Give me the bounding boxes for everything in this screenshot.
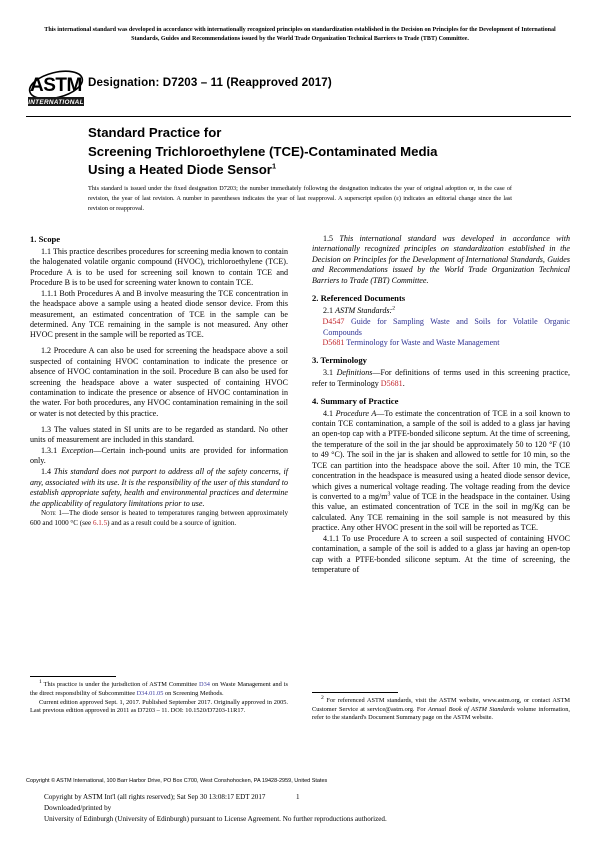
exception-label: Exception	[61, 446, 94, 456]
page-number: 1	[296, 793, 300, 801]
paragraph-1-4-text: This standard does not purport to address all of the safety concerns, if any, associated with its use. It is the responsibility of the user of this standard to establish appropriate safety, health and environmental practices and determine the applicability of regulatory limitations prior to use.	[30, 467, 288, 508]
footnote-current-edition: Current edition approved Sept. 1, 2017. Published September 2017. Originally approved in 2005. Last previous edition approved in 2011 as D7203 – 11. DOI: 10.1520/D7203-11R17.	[30, 698, 288, 715]
standard-id-d4547[interactable]: D4547	[322, 317, 345, 327]
wto-principles-note: This international standard was developed in accordance with internationally recognized principles on standardization established in the Decision on Principles for the Development of International Standards, Guides and Recommendations issued by the World Trade Organization Technical Barriers to Trade (TBT) Committee.	[44, 27, 556, 43]
footnote-1-text-c: on Screening Methods.	[163, 689, 224, 697]
right-column	[312, 234, 570, 576]
heading-referenced-documents: 2. Referenced Documents	[312, 293, 406, 304]
title-line-2: Screening Trichloroethylene (TCE)-Contaminated Media	[88, 143, 438, 159]
paragraph-1-3-1-number: 1.3.1	[41, 446, 62, 456]
footnote-divider-right	[312, 692, 398, 693]
footnote-divider-left	[30, 676, 116, 677]
list-item[interactable]	[312, 317, 570, 338]
paragraph-3-1-text-a: —For definitions of terms used in this screening practice, refer to Terminology	[312, 368, 570, 388]
paragraph-1-4	[30, 467, 288, 509]
paragraph-1-3-1-text: —Certain inch-pound units are provided for information only.	[30, 446, 289, 466]
license-line-2: Downloaded/printed by	[44, 803, 112, 812]
definitions-label: Definitions	[336, 368, 373, 378]
link-terminology-d5681[interactable]: D5681	[380, 378, 403, 388]
svg-text:ASTM: ASTM	[30, 75, 82, 96]
standard-title-d5681[interactable]: Terminology for Waste and Waste Management	[346, 337, 500, 347]
title-line-3	[88, 161, 508, 180]
paragraph-4-1-1: 4.1.1 To use Procedure A to screen a soil suspected of containing HVOC contamination, a sample of the soil is added to a glass jar having an open-top cap with a PTFE-bonded silicone septum. At the time of screening, the temperature of	[312, 534, 570, 575]
paragraph-1-3: 1.3 The values stated in SI units are to be regarded as standard. No other units of measurement are included in this standard.	[30, 424, 288, 445]
link-subcommittee-d34-01-05[interactable]: D34.01.05	[136, 689, 164, 697]
title-line-1: Standard Practice for	[88, 125, 222, 140]
annual-book-title: Annual Book of ASTM Standards	[427, 705, 515, 713]
note-1-text-a: —The diode sensor is heated to temperatures ranging between approximately 600 and 1000 °C (see	[30, 509, 288, 527]
link-committee-d34[interactable]: D34	[199, 681, 210, 688]
title-footnote-marker: 1	[271, 162, 277, 172]
paragraph-1-4-number: 1.4	[41, 467, 54, 477]
svg-text:INTERNATIONAL: INTERNATIONAL	[28, 99, 84, 106]
copyright-notice: Copyright © ASTM International, 100 Barr Harbor Drive, PO Box C700, West Conshohocken, PA 19428-2959, United States	[26, 778, 328, 784]
fixed-designation-note: This standard is issued under the fixed designation D7203; the number immediately following the designation indicates the year of original adoption or, in the case of revision, the year of last revision. A number in parentheses indicates the year of last reapproval. A superscript epsilon (ε) indicates an editorial change since the last revision or reapproval.	[88, 185, 512, 213]
paragraph-1-2: 1.2 Procedure A can also be used for screening the headspace above a soil suspected of containing HVOC contamination to indicate the presence or absence of HVOC contamination in the soil. Procedure B can also be used for screening the headspace above a water suspected of containing HVOC contamination to indicate the presence or absence of HVOC contamination in the water. For both procedures, any HVOC contamination remaining in the soil or water is not detected by this practice.	[30, 346, 288, 418]
note-1-text-b: ) and as a result could be a source of ignition.	[107, 518, 237, 527]
standard-designation: Designation: D7203 – 11 (Reapproved 2017)	[88, 76, 332, 89]
list-item[interactable]	[312, 338, 570, 348]
paragraph-2-1-number: 2.1	[323, 305, 336, 315]
note-1	[30, 509, 288, 527]
footnote-1	[30, 678, 288, 698]
paragraph-1-5-number: 1.5	[323, 234, 340, 243]
paragraph-1-1: 1.1 This practice describes procedures for screening media known to contain the halogenated volatile organic compound (HVOC), trichloroethylene (TCE). Procedure A is to be used for screening soil known to contain TCE and Procedure B is to be used for screening water known to contain TCE.	[30, 246, 288, 287]
footnote-1-text-b: on Waste Management and is the direct responsibility of Subcommittee	[30, 681, 288, 697]
paragraph-4-1-text-a: —To estimate the concentration of TCE in a soil known to contain TCE contamination, a sample of the soil is added to a glass jar having an open-top cap with a PTFE-bonded silicone septum. At the time of screening, the temperature of the soil in the jar should be approximately 50 to 120 °F (10 to 49 °C). The soil in the jar is shaken and allowed to settle for 10 min, so the TCE can partition into the headspace above the soil. After 10 min, the TCE concentration in the headspace is measured using a heated diode sensor device, which gives a numerical voltage reading. The voltage reading from the device is converted to a mg/m	[312, 408, 570, 501]
paragraph-4-1-text-b: value of TCE in the headspace in the container. Using this value, an estimated concentration of TCE in the soil in mg/Kg can be calculated. Any TCE remaining in the soil sample is not measured by this practice. Any other HVOC present in the soil will be reported as TCE.	[312, 491, 570, 533]
paragraph-1-3-1	[30, 446, 288, 467]
title-line-3-text: Using a Heated Diode Sensor	[88, 162, 272, 178]
paragraph-2-1	[312, 306, 570, 316]
note-1-label: Note 1	[41, 509, 62, 518]
footnote-left	[30, 676, 288, 716]
paragraph-1-5-text: This international standard was developed in accordance with internationally recognized principles on standardization established in the Decision on Principles for the Development of International Standards, Guides and Recommendations issued by the World Trade Organization Technical Barriers to Trade (TBT) Committee.	[312, 234, 570, 285]
heading-summary-of-practice: 4. Summary of Practice	[312, 395, 399, 406]
designation-row	[26, 66, 571, 114]
standard-id-d5681[interactable]: D5681	[322, 337, 345, 347]
paragraph-1-1-1: 1.1.1 Both Procedures A and B involve measuring the TCE concentration in the headspace above a sample using a heated diode sensor device. From this measurement, an estimated concentration of TCE in the sample can be determined. Any TCE remaining in the sample is not measured. Any other HVOC present in the sample will be reported as TCE.	[30, 288, 288, 340]
footnote-2-marker: 2	[321, 694, 324, 701]
referenced-standards-list	[312, 317, 570, 348]
paragraph-4-1-number: 4.1	[323, 408, 336, 418]
license-line-3: University of Edinburgh (University of Edinburgh) pursuant to License Agreement. No further reproductions authorized.	[44, 814, 387, 823]
link-section-6-1-5[interactable]: 6.1.5	[92, 518, 108, 527]
header-divider	[26, 116, 571, 117]
license-line-1: Copyright by ASTM Int'l (all rights reserved); Sat Sep 30 13:08:17 EDT 2017	[44, 793, 266, 801]
paragraph-3-1-number: 3.1	[323, 368, 337, 378]
footnote-right	[312, 692, 570, 723]
document-title	[88, 124, 508, 180]
astm-standards-label: ASTM Standards:	[335, 305, 393, 315]
astm-logo	[26, 66, 88, 110]
footnote-1-marker: 1	[39, 678, 42, 685]
astm-standards-footnote-marker: 2	[392, 305, 396, 312]
paragraph-4-1	[312, 409, 570, 534]
paragraph-3-1	[312, 368, 570, 389]
license-block	[44, 792, 544, 824]
cubic-meter-exponent: 3	[387, 491, 391, 498]
procedure-a-label: Procedure A	[335, 408, 377, 418]
paragraph-1-5	[312, 234, 570, 286]
standard-title-d4547[interactable]: Guide for Sampling Waste and Soils for Volatile Organic Compounds	[323, 317, 570, 337]
footnote-2-text-a: For referenced ASTM standards, visit the ASTM website, www.astm.org, or contact ASTM Customer Service at service@astm.org. For	[312, 697, 570, 713]
paragraph-3-1-text-b: .	[402, 378, 405, 388]
footnote-2-text-b: volume information, refer to the standard's Document Summary page on the ASTM website.	[312, 705, 570, 722]
footnote-2	[312, 694, 570, 723]
heading-scope: 1. Scope	[30, 234, 61, 244]
heading-terminology: 3. Terminology	[312, 355, 367, 366]
footnote-1-text-a: This practice is under the jurisdiction of ASTM Committee	[41, 681, 200, 688]
left-column	[30, 234, 288, 528]
